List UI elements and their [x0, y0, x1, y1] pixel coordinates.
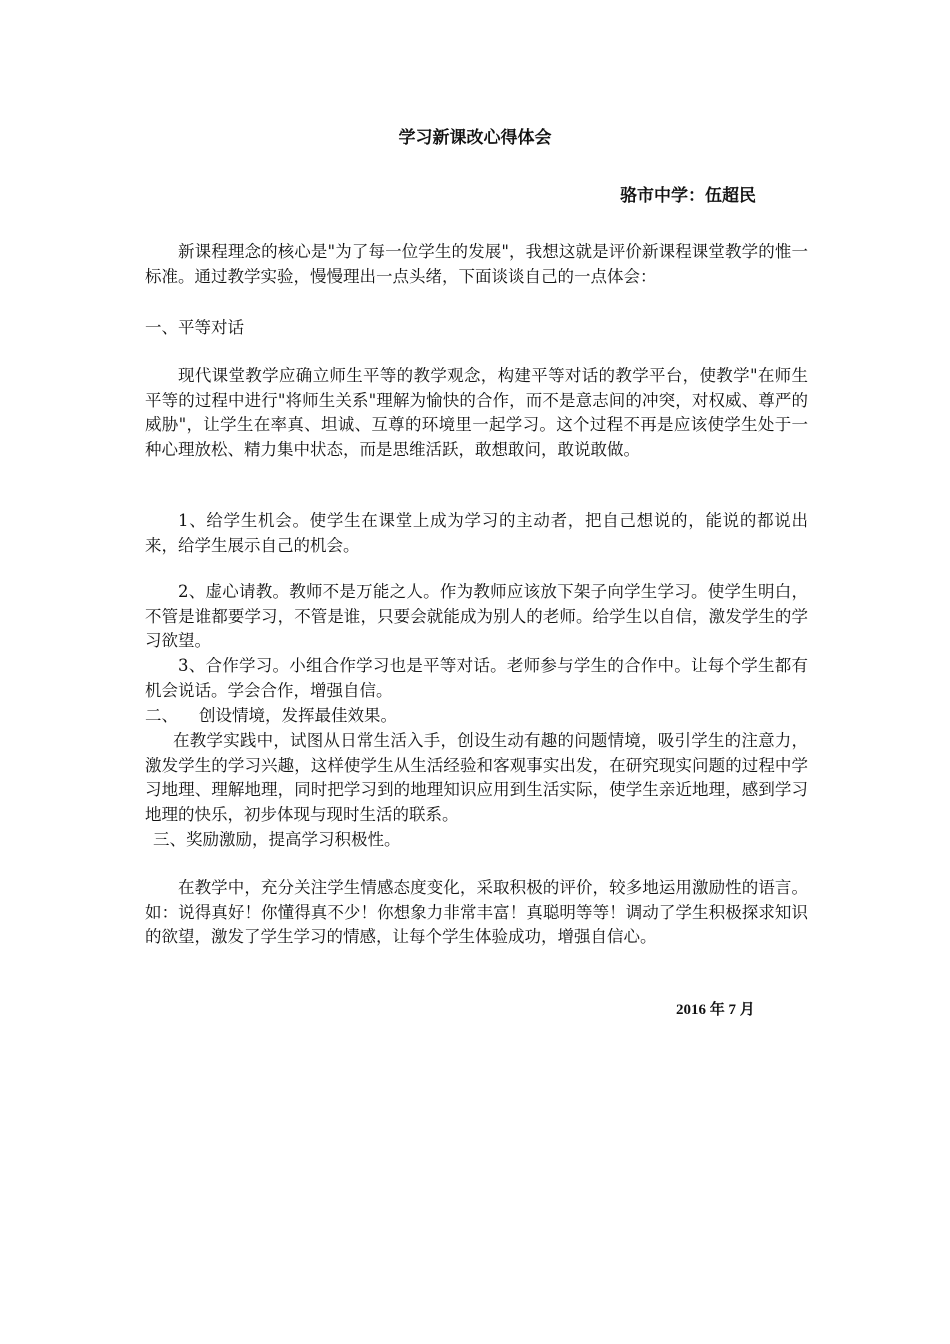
section-2-heading: 二、 创设情境，发挥最佳效果。	[145, 706, 397, 725]
section-3-heading: 三、奖励激励，提高学习积极性。	[153, 830, 401, 849]
document-title: 学习新课改心得体会	[398, 128, 552, 148]
section-1-item-1: 1、给学生机会。使学生在课堂上成为学习的主动者，把自己想说的，能说的都说出来，给学生展示自己的机会。	[145, 511, 808, 555]
intro-paragraph: 新课程理念的核心是"为了每一位学生的发展"，我想这就是评价新课程课堂教学的惟一标准。通过教学实验，慢慢理出一点头绪，下面谈谈自己的一点体会：	[145, 242, 808, 286]
section-1-item-3: 3、合作学习。小组合作学习也是平等对话。老师参与学生的合作中。让每个学生都有机会说话。学会合作，增强自信。	[145, 656, 808, 700]
section-1-item-2: 2、虚心请教。教师不是万能之人。作为教师应该放下架子向学生学习。使学生明白，不管是谁都要学习，不管是谁，只要会就能成为别人的老师。给学生以自信，激发学生的学习欲望。	[145, 582, 808, 650]
section-2-body: 在教学实践中，试图从日常生活入手，创设生动有趣的问题情境，吸引学生的注意力，激发学生的学习兴趣，这样使学生从生活经验和客观事实出发，在研究现实问题的过程中学习地理、理解地理，同时把学习到的地理知识应用到生活实际，使学生亲近地理，感到学习地理的快乐，初步体现与现时生活的联系。	[145, 731, 808, 824]
section-1-heading: 一、平等对话	[145, 318, 244, 337]
author-line: 骆市中学：伍超民	[620, 186, 756, 206]
section-3-body: 在教学中，充分关注学生情感态度变化，采取积极的评价，较多地运用激励性的语言。如：说得真好！你懂得真不少！你想象力非常丰富！真聪明等等！调动了学生积极探求知识的欲望，激发了学生学习的情感，让每个学生体验成功，增强自信心。	[145, 878, 808, 946]
section-1-body: 现代课堂教学应确立师生平等的教学观念，构建平等对话的教学平台，使教学"在师生平等的过程中进行"将师生关系"理解为愉快的合作，而不是意志间的冲突，对权威、尊严的威胁"，让学生在率真、坦诚、互尊的环境里一起学习。这个过程不再是应该使学生处于一种心理放松、精力集中状态，而是思维活跃，敢想敢问，敢说敢做。	[145, 366, 808, 459]
document-date: 2016 年 7 月	[676, 1002, 755, 1018]
